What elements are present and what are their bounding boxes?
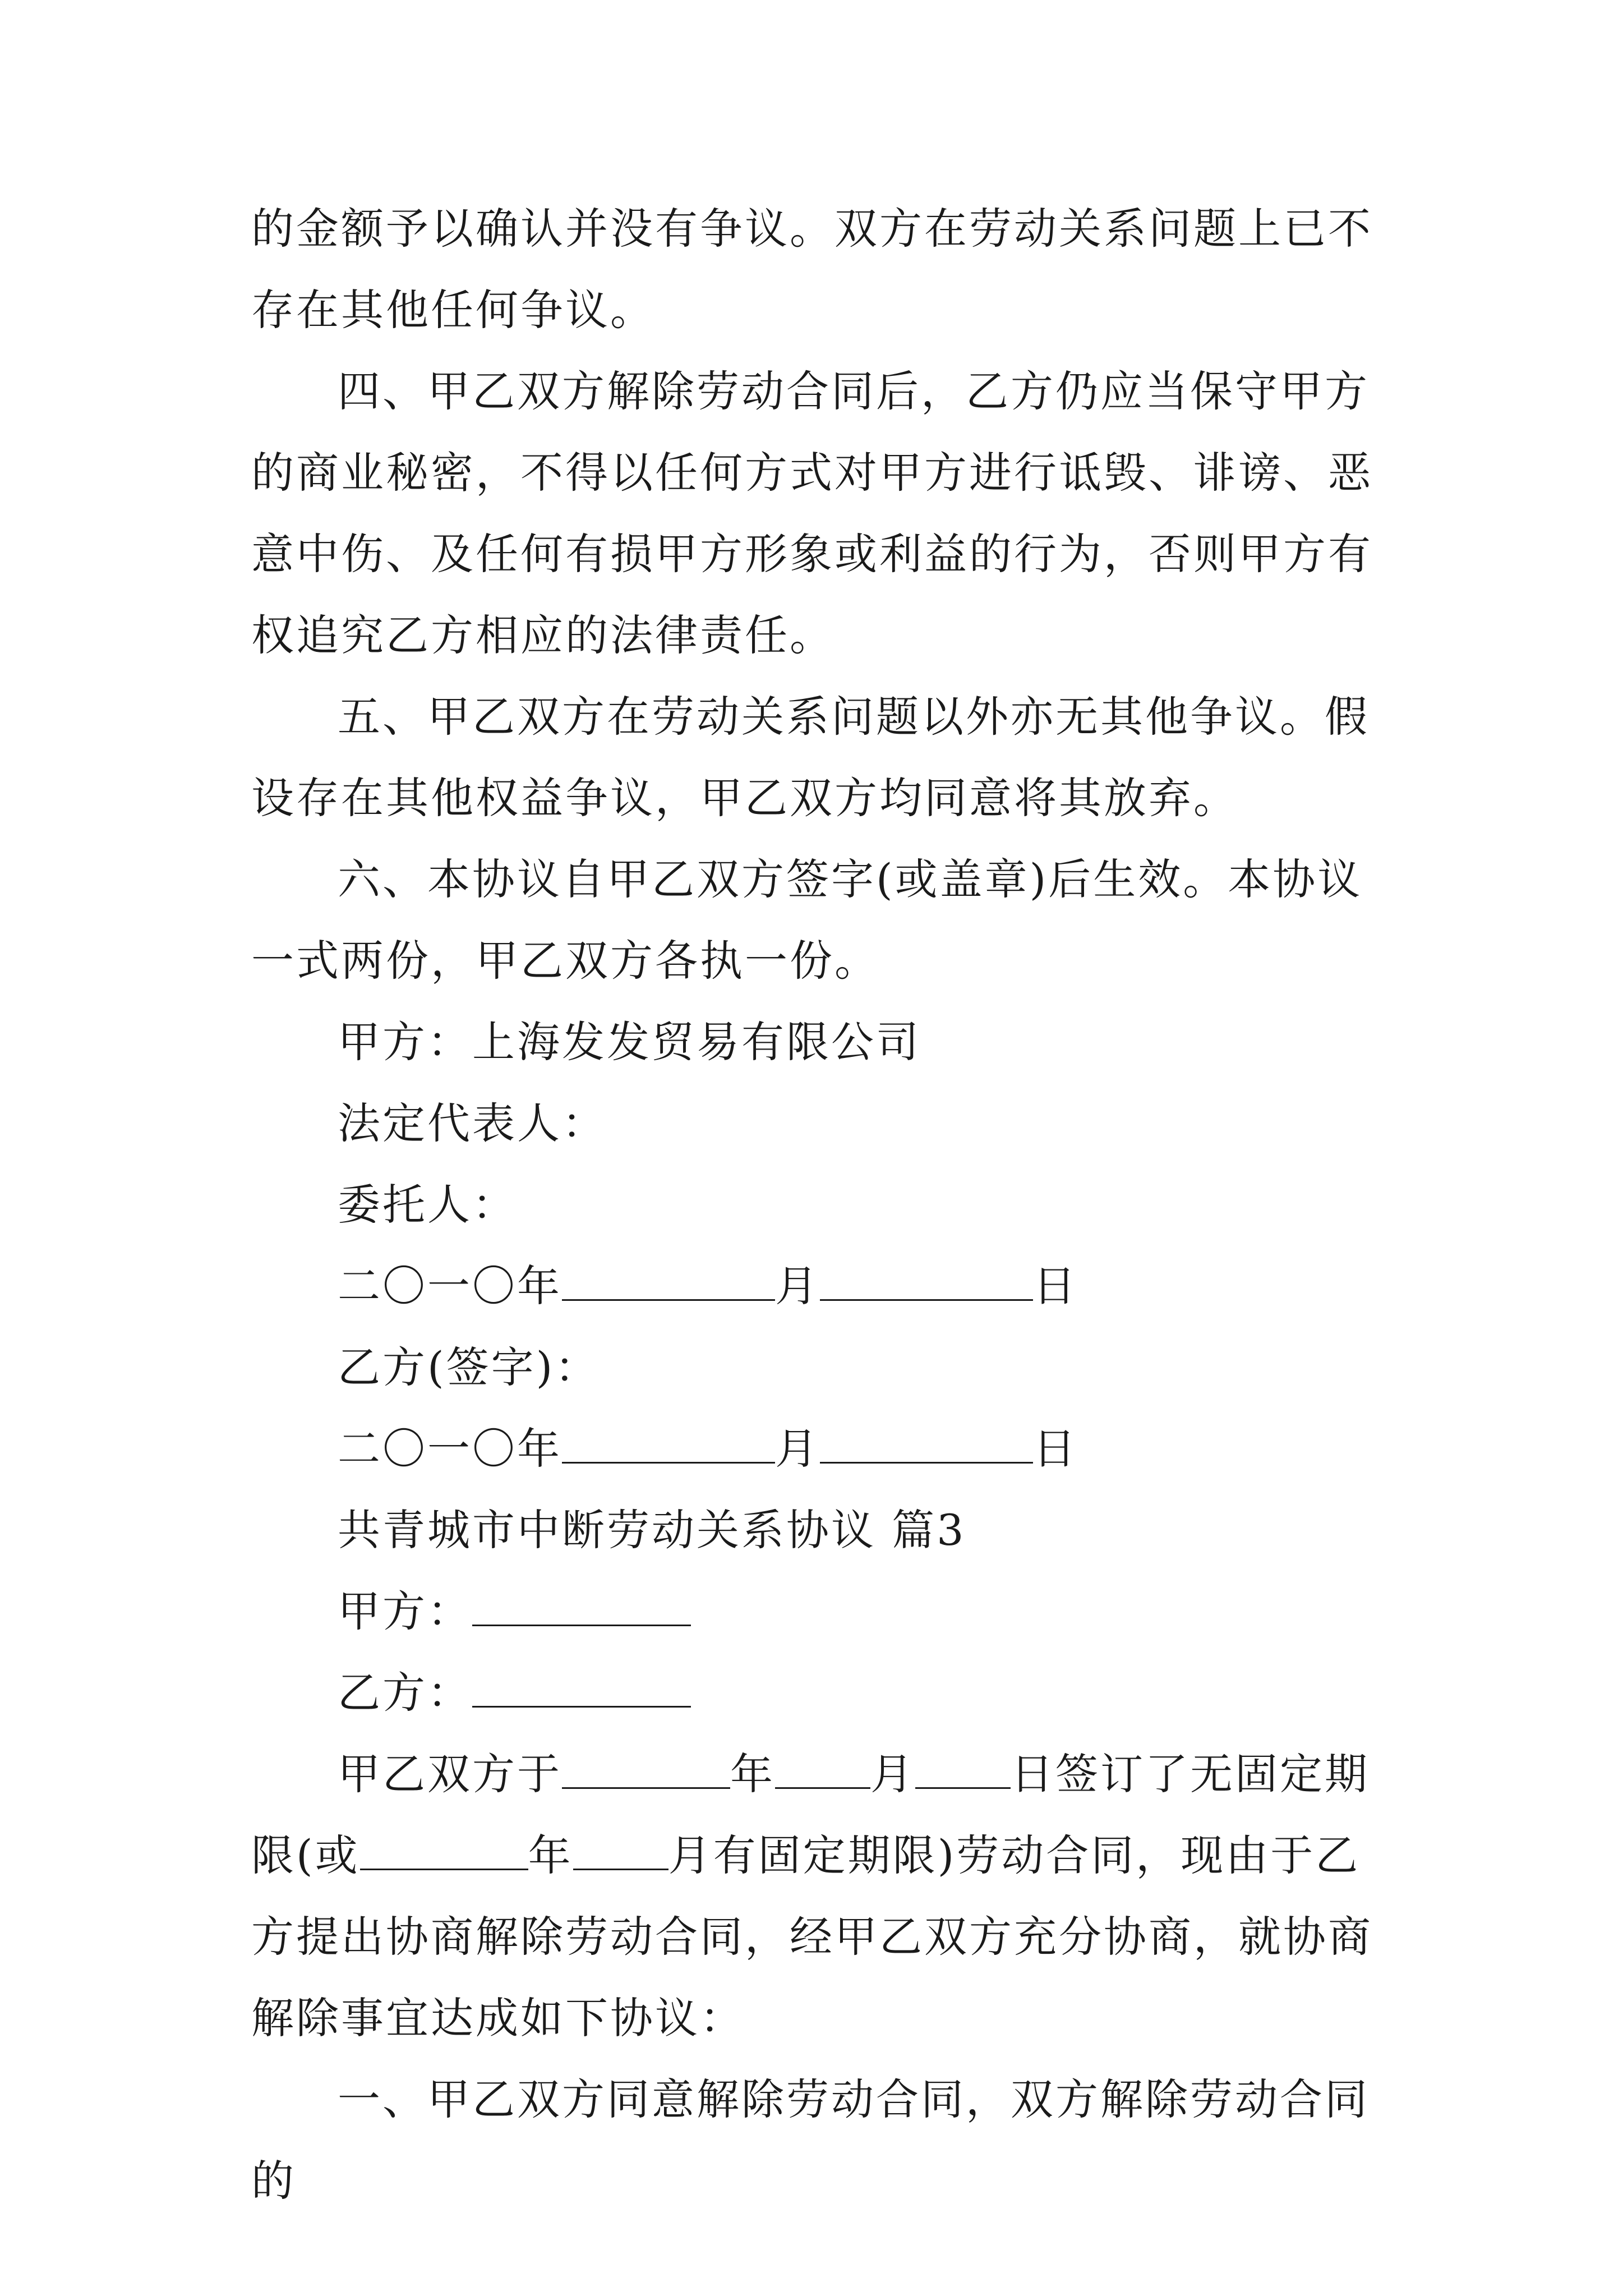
section-heading: 共青城市中断劳动关系协议 篇3 — [338, 1505, 966, 1555]
date-day-label: 日 — [1033, 1261, 1078, 1311]
date-year-prefix: 二〇一〇年 — [338, 1261, 562, 1311]
date-day-label: 日 — [1033, 1424, 1078, 1474]
intro-text: (或 — [296, 1830, 360, 1880]
intro-text: 日签订了无固定期限 — [251, 1749, 1370, 1880]
clause-four: 四、甲乙双方解除劳动合同后，乙方仍应当保守甲方的商业秘密，不得以任何方式对甲方进行诋毁、诽谤、恶意中伤、及任何有损甲方形象或利益的行为，否则甲方有权追究乙方相应的法律责任。 — [251, 366, 1373, 660]
party-b-label: 乙方： — [338, 1668, 472, 1718]
party-b-sign-line: 乙方(签字)： — [338, 1342, 600, 1392]
section3-intro — [251, 1733, 1390, 2059]
party-a-line: 甲方：上海发发贸易有限公司 — [338, 1017, 921, 1067]
clause-six: 六、本协议自甲乙双方签字(或盖章)后生效。本协议一式两份，甲乙双方各执一份。 — [251, 854, 1363, 986]
party-b-date-line — [251, 1408, 1390, 1489]
year-blank — [562, 1752, 730, 1789]
day-blank — [820, 1427, 1033, 1464]
year-blank — [360, 1834, 528, 1870]
month-blank — [562, 1427, 775, 1464]
intro-text: 月有固定期限)劳动合同，现由于乙方提出协商解除劳动合同，经甲乙双方充分协商，就协商解除事宜达成如下协议： — [251, 1830, 1373, 2043]
date-month-label: 月 — [775, 1424, 820, 1474]
party-a-label: 甲方： — [338, 1586, 472, 1636]
agent-line: 委托人： — [338, 1180, 517, 1230]
day-blank — [915, 1752, 1011, 1789]
legal-representative-line: 法定代表人： — [338, 1098, 607, 1148]
month-blank — [775, 1752, 870, 1789]
year-label: 年 — [528, 1830, 573, 1880]
party-a-date-line — [251, 1245, 1390, 1327]
document-body — [251, 188, 1390, 2221]
clause-five: 五、甲乙双方在劳动关系问题以外亦无其他争议。假设存在其他权益争议，甲乙双方均同意将其放弃。 — [251, 692, 1370, 823]
month-blank — [562, 1264, 775, 1301]
section3-item-one: 一、甲乙双方同意解除劳动合同，双方解除劳动合同的 — [251, 2074, 1370, 2206]
section3-party-b-line — [251, 1652, 1390, 1733]
party-a-blank — [472, 1590, 691, 1626]
date-year-prefix: 二〇一〇年 — [338, 1424, 562, 1474]
date-month-label: 月 — [775, 1261, 820, 1311]
day-blank — [820, 1264, 1033, 1301]
paragraph-continuation: 的金额予以确认并没有争议。双方在劳动关系问题上已不存在其他任何争议。 — [251, 204, 1373, 335]
party-b-blank — [472, 1671, 691, 1708]
month-label: 月 — [870, 1749, 915, 1799]
month-blank — [573, 1834, 668, 1870]
intro-text: 甲乙双方于 — [338, 1749, 562, 1799]
year-label: 年 — [730, 1749, 775, 1799]
section3-party-a-line — [251, 1571, 1390, 1652]
